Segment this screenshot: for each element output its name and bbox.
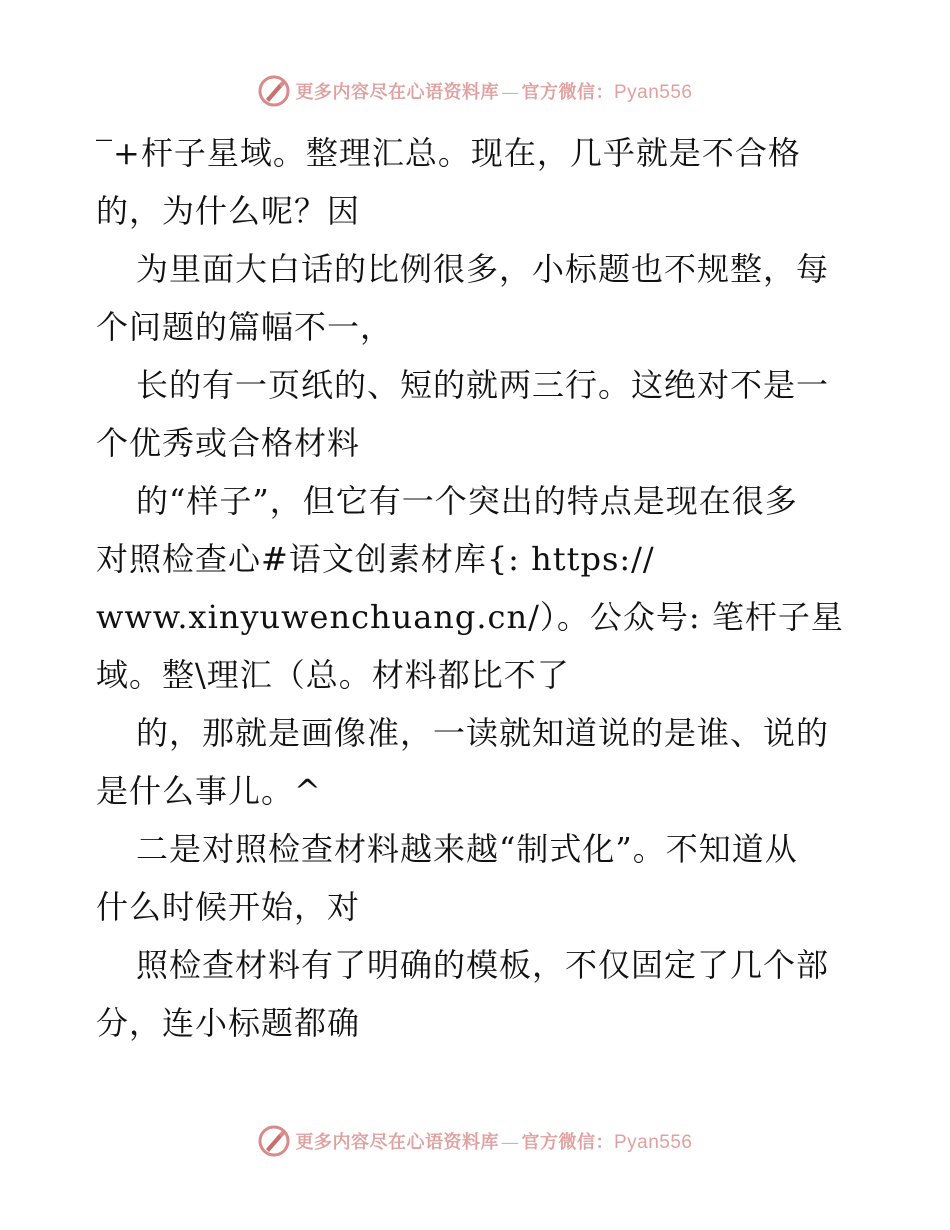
text-line: 长的有一页纸的、短的就两三行。这绝对不是一 bbox=[136, 366, 830, 404]
text-line: www.xinyuwenchuang.cn/）。公众号: 笔杆子星 bbox=[96, 598, 844, 636]
text-line: 分，连小标题都确 bbox=[96, 1004, 361, 1042]
text-line: 什么时候开始，对 bbox=[96, 888, 361, 926]
document-body bbox=[96, 124, 876, 1052]
banner-separator: — bbox=[500, 82, 520, 103]
pen-logo-icon bbox=[257, 1124, 291, 1158]
text-line: 为里面大白话的比例很多，小标题也不规整，每 bbox=[136, 250, 830, 288]
banner-text bbox=[295, 1128, 692, 1154]
text-line: 的，那就是画像准，一读就知道说的是谁、说的 bbox=[136, 714, 830, 752]
text-line: 个问题的篇幅不一， bbox=[96, 308, 394, 346]
header-banner bbox=[0, 71, 950, 111]
text-line: 照检查材料有了明确的模板，不仅固定了几个部 bbox=[136, 946, 830, 984]
footer-banner bbox=[0, 1121, 950, 1161]
banner-label: 官方微信： bbox=[521, 1132, 614, 1153]
banner-label: 官方微信： bbox=[521, 82, 614, 103]
banner-content bbox=[257, 1124, 692, 1158]
banner-separator: — bbox=[500, 1132, 520, 1153]
pen-logo-icon bbox=[257, 74, 291, 108]
banner-handle: Pyan556 bbox=[613, 1132, 693, 1153]
text-line: 二是对照检查材料越来越“制式化”。不知道从 bbox=[136, 830, 798, 868]
banner-handle: Pyan556 bbox=[613, 82, 693, 103]
text-line: 的，为什么呢？因 bbox=[96, 192, 361, 230]
text-line: 个优秀或合格材料 bbox=[96, 424, 361, 462]
banner-title: 更多内容尽在心语资料库 bbox=[295, 1132, 499, 1153]
text-line: 域。整\理汇（总。材料都比不了 bbox=[96, 656, 570, 694]
text-line: 对照检查心#语文创素材库{: https:// bbox=[96, 540, 655, 578]
banner-content bbox=[257, 74, 692, 108]
text-line: 是什么事儿。^ bbox=[96, 772, 322, 810]
text-line: ‾+杆子星域。整理汇总。现在，几乎就是不合格 bbox=[96, 134, 801, 172]
text-line: 的“样子”，但它有一个突出的特点是现在很多 bbox=[136, 482, 798, 520]
banner-title: 更多内容尽在心语资料库 bbox=[295, 82, 499, 103]
banner-text bbox=[295, 78, 692, 104]
